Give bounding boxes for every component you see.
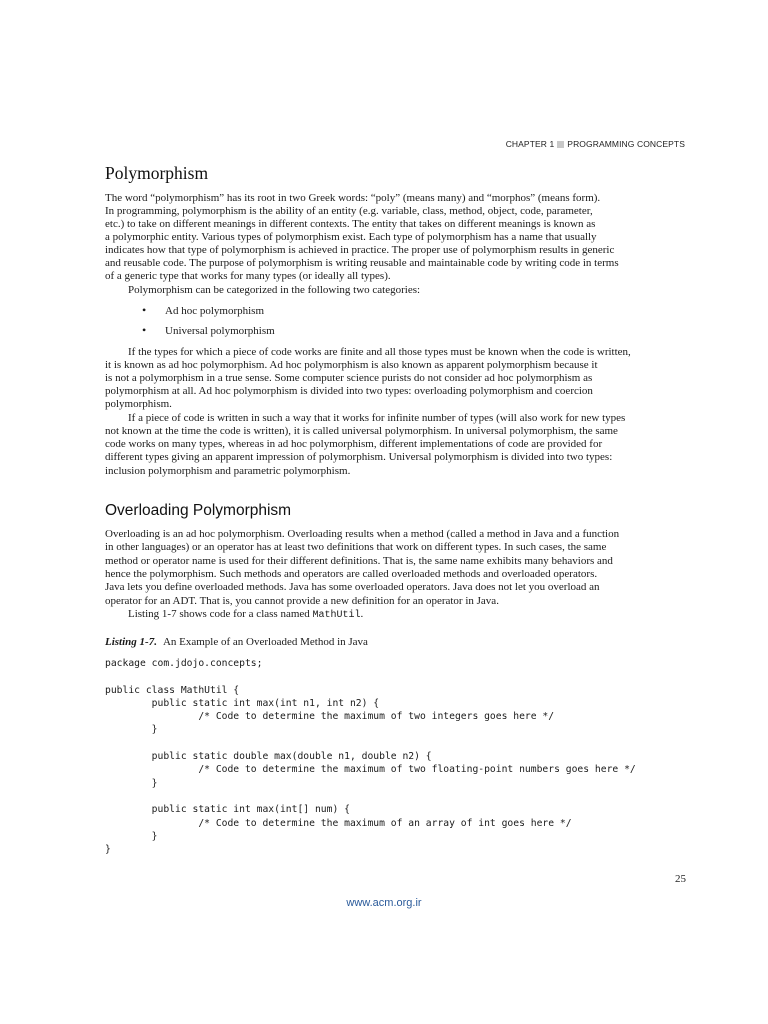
page-number: 25 [675, 873, 686, 885]
listing-ref-text: Listing 1-7 shows code for a class named [128, 608, 313, 620]
running-head-chapter: CHAPTER 1 [505, 139, 555, 149]
bullet-dot: • [142, 303, 147, 317]
listing-title: An Example of an Overloaded Method in Java [162, 636, 368, 648]
paragraph-line: is not a polymorphism in a true sense. Some computer science purists do not consider ad hoc polymorphism as [105, 372, 593, 384]
paragraph-line: operator for an ADT. That is, you cannot provide a new definition for an operator in Java. [105, 595, 499, 607]
paragraph-line: polymorphism. [105, 398, 172, 410]
paragraph-line: different types giving an apparent impression of polymorphism. Universal polymorphism is divided into two types: [105, 451, 613, 463]
paragraph-line: Overloading is an ad hoc polymorphism. Overloading results when a method (called a method in Java and a function [105, 528, 620, 540]
class-name-code: MathUtil [312, 610, 361, 621]
paragraph-line: method or operator name is used for their different definitions. That is, the same name exhibits many behaviors and [105, 555, 613, 567]
bullet-label: Universal polymorphism [165, 325, 275, 337]
listing-label: Listing 1-7. [105, 636, 157, 648]
paragraph-line: indicates how that type of polymorphism is achieved in practice. The proper use of polymorphism results in generic [105, 244, 615, 256]
paragraph-line: in other languages) or an operator has at least two definitions that work on different types. In such cases, the same [105, 541, 607, 553]
paragraph-line: and reusable code. The purpose of polymorphism is writing reusable and maintainable code by writing code in terms [105, 257, 619, 269]
paragraph-categories: Polymorphism can be categorized in the following two categories: [128, 284, 421, 296]
bullet-label: Ad hoc polymorphism [165, 305, 264, 317]
running-head [506, 139, 685, 149]
paragraph-line: code works on many types, whereas in ad hoc polymorphism, different implementations of code are provided for [105, 438, 603, 450]
paragraph-line: not known at the time the code is written), it is called universal polymorphism. In universal polymorphism, the same [105, 425, 618, 437]
listing-ref-end: . [360, 608, 364, 620]
paragraph-line: The word “polymorphism” has its root in two Greek words: “poly” (means many) and “morphos” (means form). [105, 192, 601, 204]
paragraph-line: a polymorphic entity. Various types of polymorphism exist. Each type of polymorphism has a name that usually [105, 231, 597, 243]
paragraph-line: If the types for which a piece of code works are finite and all those types must be known when the code is written, [128, 346, 631, 358]
running-head-separator [557, 141, 564, 148]
paragraph-line: If a piece of code is written in such a way that it works for infinite number of types (will also work for new types [128, 412, 626, 424]
paragraph-line: hence the polymorphism. Such methods and operators are called overloaded methods and overloaded operators. [105, 568, 598, 580]
listing-caption [105, 636, 368, 649]
running-head-title: PROGRAMMING CONCEPTS [567, 139, 685, 149]
bullet-dot: • [142, 323, 147, 337]
paragraph-line: inclusion polymorphism and parametric polymorphism. [105, 465, 351, 477]
paragraph-listing-ref [128, 608, 363, 622]
footer-url[interactable]: www.acm.org.ir [346, 897, 422, 909]
section-title-overloading: Overloading Polymorphism [105, 502, 292, 519]
paragraph-line: of a generic type that works for many types (or ideally all types). [105, 270, 391, 282]
section-title-polymorphism: Polymorphism [105, 163, 209, 183]
paragraph-line: etc.) to take on different meanings in different contexts. The entity that takes on different meanings is known as [105, 218, 596, 230]
paragraph-line: Java lets you define overloaded methods. Java has some overloaded operators. Java does not let you overload an [105, 581, 600, 593]
paragraph-line: In programming, polymorphism is the ability of an entity (e.g. variable, class, method, object, code, parameter, [105, 205, 593, 217]
paragraph-line: polymorphism at all. Ad hoc polymorphism is divided into two types: overloading polymorphism and coercion [105, 385, 593, 397]
paragraph-line: it is known as ad hoc polymorphism. Ad hoc polymorphism is also known as apparent polymorphism because it [105, 359, 598, 371]
code-listing: package com.jdojo.concepts; public class MathUtil { public static int max(int n1, int n2) { /* Code to determine the maximum of two integers goes here */ } public static double max(double n1, double n2) { /* Code to determine the maximum of two floating-point numbers goes here */ } public static int max(int[] num) { /* Code to determine the maximum of an array of int goes here */ } } [105, 658, 636, 856]
